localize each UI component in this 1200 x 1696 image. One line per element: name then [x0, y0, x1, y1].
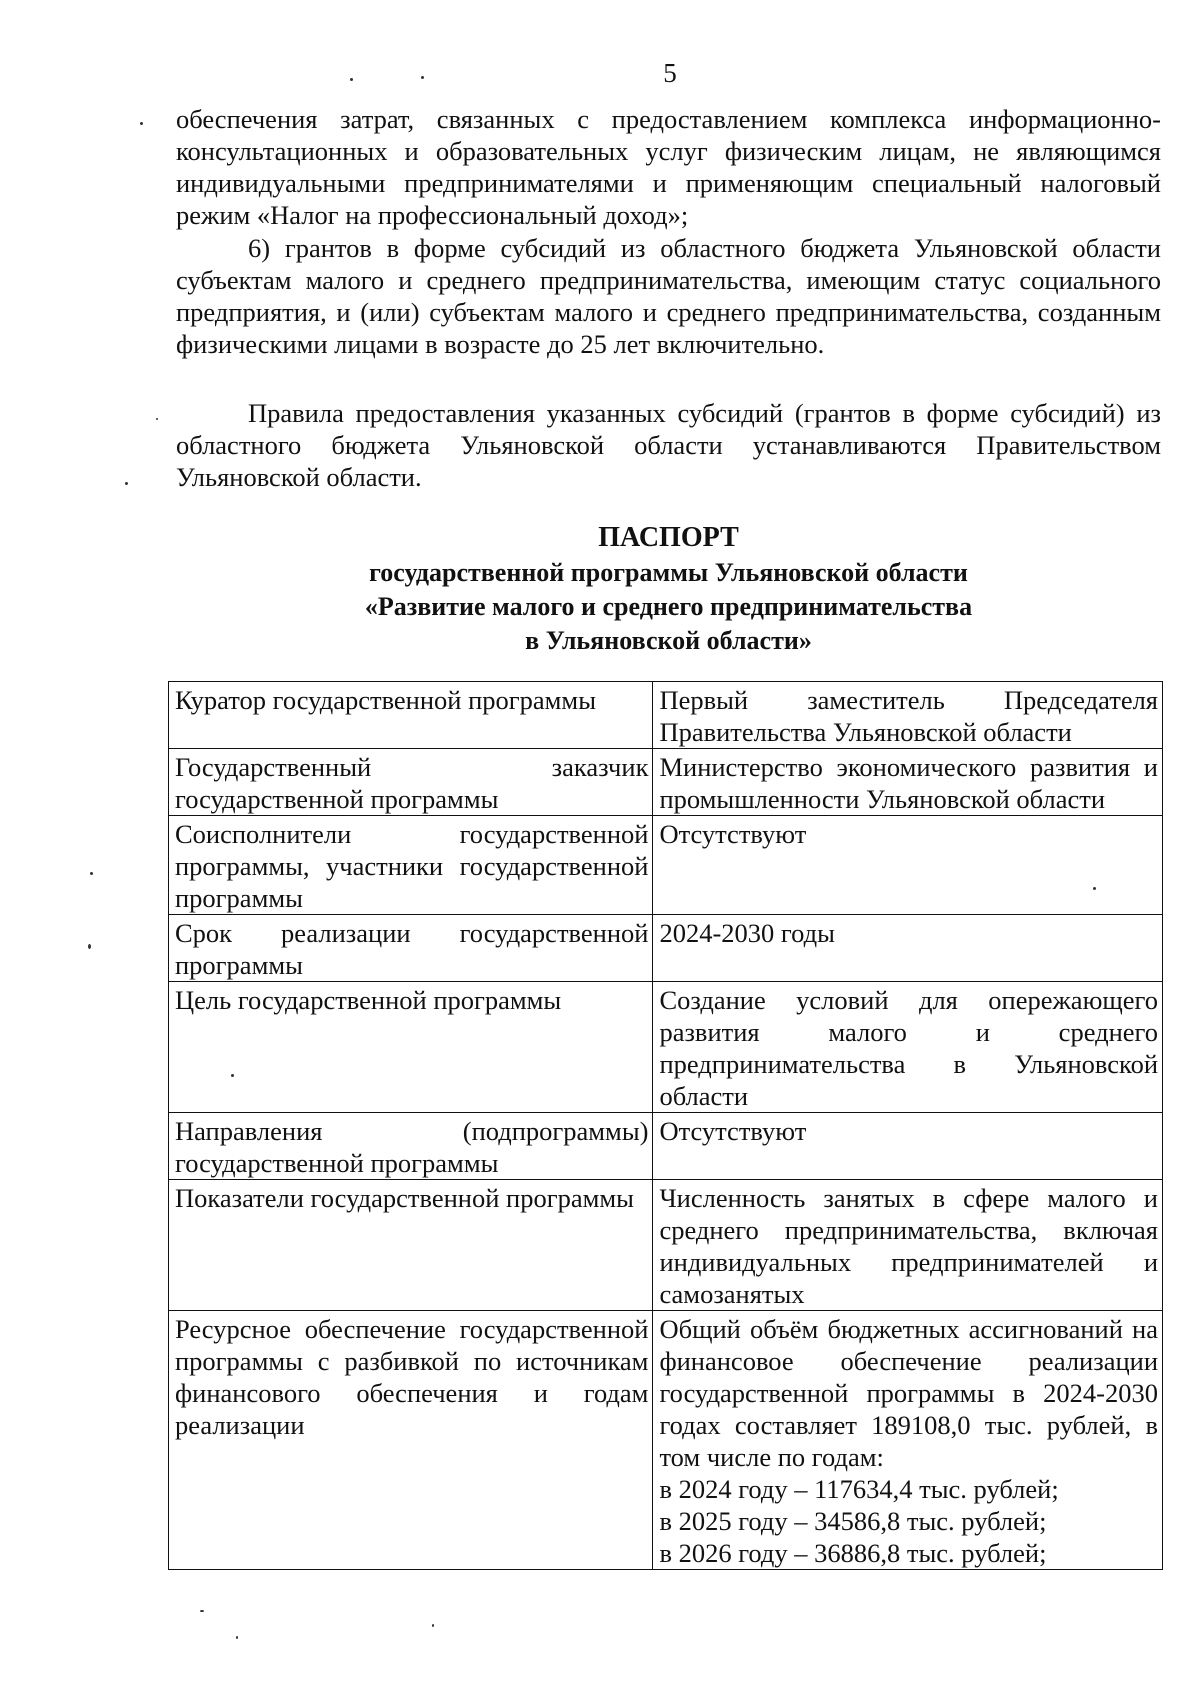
row-label-indicators: Показатели государственной программы	[169, 1180, 653, 1311]
scan-speck	[156, 418, 158, 420]
intro-paragraph-3: Правила предоставления указанных субсидий (грантов в форме субсидий) из областного бюджета Ульяновской области устанавливаются Правительством Ульяновской области.	[176, 398, 1161, 492]
scan-speck	[90, 872, 93, 875]
scan-speck	[231, 1074, 234, 1077]
scan-speck	[140, 122, 143, 125]
passport-heading	[176, 520, 1161, 658]
row-value-resources-cell	[653, 1311, 1163, 1570]
table-row	[169, 982, 1163, 1113]
scan-speck	[88, 944, 91, 949]
passport-subtitle-line-1: государственной программы Ульяновской области	[369, 558, 968, 587]
row-value-directions: Отсутствуют	[653, 1113, 1163, 1180]
row-value-co-executors: Отсутствуют	[653, 816, 1163, 915]
scan-speck	[236, 1636, 238, 1639]
passport-subtitle-line-2: «Развитие малого и среднего предпринимательства	[364, 592, 973, 621]
scan-speck	[432, 1624, 434, 1627]
scan-speck	[421, 76, 424, 79]
row-value-resources: Общий объём бюджетных ассигнований на финансовое обеспечение реализации государственной программы в 2024-2030 годах составляет 189108,0 тыс. рублей, в том числе по годам:	[659, 1314, 1158, 1472]
scan-speck	[1093, 887, 1096, 890]
table-row	[169, 1180, 1163, 1311]
row-value-customer: Министерство экономического развития и промышленности Ульяновской области	[653, 749, 1163, 816]
intro-paragraph-2: 6) грантов в форме субсидий из областного бюджета Ульяновской области субъектам малого и среднего предпринимательства, имеющим статус социального предприятия, и (или) субъектам малого и среднего предпринимательства, созданным физическими лицами в возрасте до 25 лет включительно.	[176, 233, 1161, 359]
row-label-co-executors: Соисполнители государственной программы, участники государственной программы	[169, 816, 653, 915]
row-value-curator: Первый заместитель Председателя Правительства Ульяновской области	[653, 682, 1163, 749]
passport-table	[168, 681, 1163, 1570]
row-label-resources: Ресурсное обеспечение государственной программы с разбивкой по источникам финансового обеспечения и годам реализации	[169, 1311, 653, 1570]
passport-subtitle-line-3: в Ульяновской области»	[525, 626, 812, 655]
row-label-term: Срок реализации государственной программы	[169, 915, 653, 982]
table-row	[169, 1113, 1163, 1180]
row-label-directions: Направления (подпрограммы) государственной программы	[169, 1113, 653, 1180]
row-value-goal: Создание условий для опережающего развития малого и среднего предпринимательства в Ульяновской области	[653, 982, 1163, 1113]
row-label-goal: Цель государственной программы	[169, 982, 653, 1113]
year-allocation: в 2025 году – 34586,8 тыс. рублей;	[659, 1506, 1047, 1536]
table-row	[169, 1311, 1163, 1570]
row-value-indicators: Численность занятых в сфере малого и среднего предпринимательства, включая индивидуальных предпринимателей и самозанятых	[653, 1180, 1163, 1311]
year-allocation: в 2024 году – 117634,4 тыс. рублей;	[659, 1474, 1059, 1504]
year-allocation: в 2026 году – 36886,8 тыс. рублей;	[659, 1538, 1047, 1568]
row-label-curator: Куратор государственной программы	[169, 682, 653, 749]
scan-speck	[350, 78, 353, 81]
intro-paragraph-1: обеспечения затрат, связанных с предоставлением комплекса информационно-консультационных и образовательных услуг физическим лицам, не являющимся индивидуальными предпринимателями и применяющим специальный налоговый режим «Налог на профессиональный доход»;	[176, 104, 1161, 230]
table-row	[169, 749, 1163, 816]
page-number: 5	[663, 58, 677, 88]
row-value-term: 2024-2030 годы	[653, 915, 1163, 982]
scan-speck	[125, 482, 128, 485]
row-label-customer: Государственный заказчик государственной программы	[169, 749, 653, 816]
table-row	[169, 682, 1163, 749]
scan-speck	[200, 1610, 204, 1612]
table-row	[169, 816, 1163, 915]
table-row	[169, 915, 1163, 982]
passport-title: ПАСПОРТ	[598, 522, 739, 553]
